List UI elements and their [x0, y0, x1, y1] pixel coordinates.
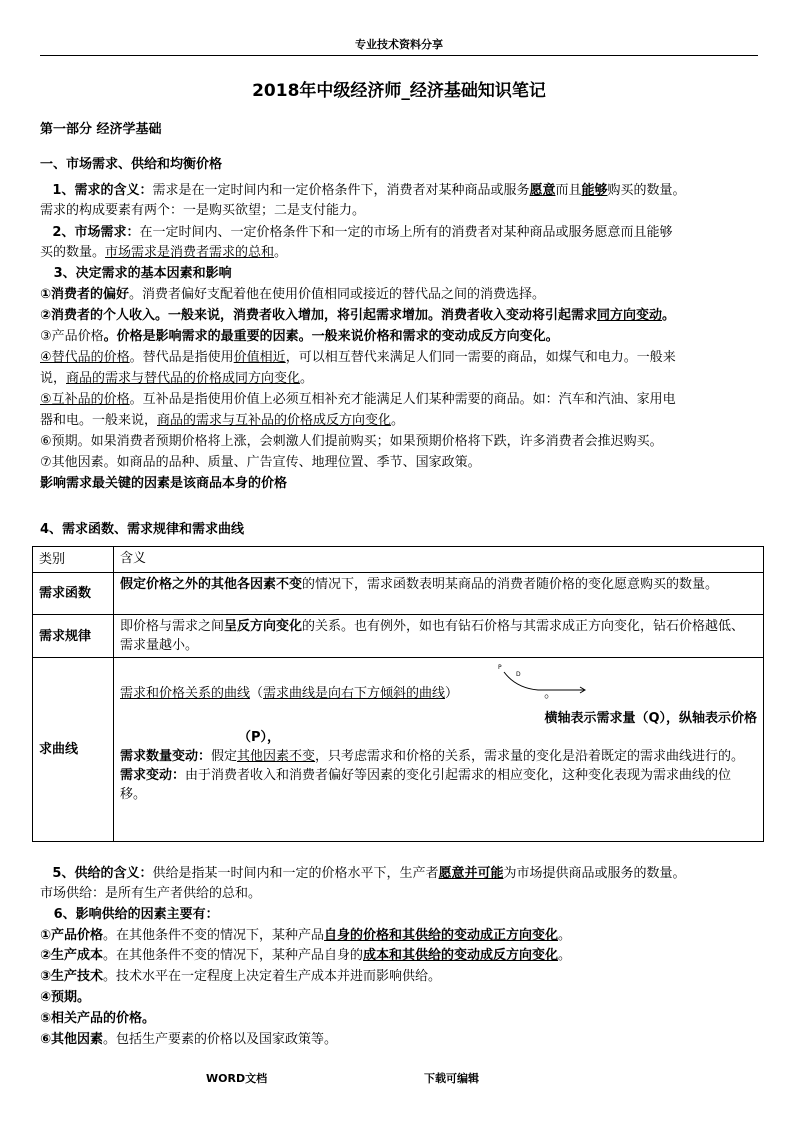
text: 。在其他条件不变的情况下，某种产品 [103, 928, 325, 943]
footer-left: WORD文档 [206, 1072, 268, 1085]
key-factor-note: 影响需求最关键的因素是该商品本身的价格 [40, 476, 288, 491]
text: 。在其他条件不变的情况下，某种产品自身的 [103, 948, 364, 963]
text: 器和电。一般来说， [40, 413, 158, 428]
supply-factor-5 [40, 1009, 758, 1029]
label: ①消费者的偏好 [40, 287, 130, 302]
text: 。 [142, 1011, 156, 1026]
text: 即价格与需求之间 [120, 619, 225, 634]
text: 。如商品的品种、质量、广告宣传、地理位置、季节、国家政策。 [103, 455, 481, 470]
label: ①产品价格 [40, 928, 104, 943]
supply-factor-2 [40, 946, 758, 966]
text: 。价格是影响需求的最重要的因素。一般来说价格和需求的变动成反方向变化。 [103, 329, 559, 344]
text: 的关系。也有例外，如也有钻石价格与其需求成正方向变化，钻石价格越低、需求量越小。 [120, 619, 745, 653]
supply-factor-1 [40, 926, 758, 946]
text: 。包括生产要素的价格以及国家政策等。 [103, 1032, 338, 1047]
text: 。消费者偏好支配着他在使用价值相同或接近的替代品之间的消费选择。 [129, 287, 546, 302]
quantity-change [120, 747, 757, 766]
table-row [33, 547, 764, 573]
document-title: 2018年中级经济师_经济基础知识笔记 [252, 81, 546, 101]
text: 。 [391, 413, 405, 428]
label: ⑥其他因素 [40, 1032, 104, 1047]
text: 由于消费者收入和消费者偏好等因素的变化引起需求的相应变化，这种变化表现为需求曲线的位移。 [120, 768, 732, 802]
underlined-text: 商品的需求与互补品的价格成反方向变化 [157, 413, 392, 428]
text: 。 [274, 245, 288, 260]
paragraph-line [40, 369, 758, 389]
text: 的情况下，需求函数表明某商品的消费者随价格的变化愿意购买的数量。 [302, 577, 719, 592]
page-header: 专业技术资料分享 [355, 38, 443, 51]
underlined-text: 市场需求是消费者需求的总和 [105, 245, 275, 260]
label: ③产品价格 [40, 329, 104, 344]
underlined-text: 需求和价格关系的曲线 [120, 686, 251, 701]
text: 。一般来说，消费者收入增加，将引起需求增加。消费者收入变动将引起需求 [155, 308, 598, 323]
text: 。 [300, 371, 314, 386]
subheading-supply-factors [40, 905, 758, 925]
text: 。如果消费者预期价格将上涨，会刺激人们提前购买；如果预期价格将下跌，许多消费者会推迟购买。 [77, 434, 663, 449]
label: ④替代品的价格 [40, 350, 130, 365]
label: ⑤相关产品的价格 [40, 1011, 143, 1026]
factor-5 [40, 390, 758, 410]
part-heading: 第一部分 经济学基础 [40, 122, 162, 137]
label: ②生产成本 [40, 948, 104, 963]
paragraph-demand-definition [40, 181, 758, 201]
curve-description [120, 684, 757, 703]
text: 。 [662, 308, 676, 323]
text: ） [445, 686, 459, 701]
text: 为市场提供商品或服务的数量。 [503, 866, 686, 881]
svg-text:P: P [498, 664, 502, 671]
table-row [33, 573, 764, 615]
paragraph-line [40, 411, 758, 431]
text: 在一定时间内、一定价格条件下和一定的市场上所有的消费者对某种商品或服务愿意而且能够 [139, 225, 673, 240]
label: 5、供给的含义： [52, 866, 153, 881]
underlined-text: 同方向变动 [597, 308, 663, 323]
text: ，可以相互替代来满足人们同一需要的商品，如煤气和电力。一般来 [285, 350, 676, 365]
text: 假定 [211, 749, 238, 764]
paragraph-line: 市场供给：是所有生产者供给的总和。 [40, 886, 262, 901]
demand-curve-icon [498, 660, 588, 700]
text: 供给是指某一时间内和一定的价格水平下，生产者 [152, 866, 439, 881]
text: 。 [544, 686, 558, 701]
table-header-cell: 含义 [114, 547, 764, 573]
supply-factor-3 [40, 967, 758, 987]
table-header-cell: 类别 [33, 547, 114, 573]
label: ⑤互补品的价格 [40, 392, 130, 407]
factor-4 [40, 348, 758, 368]
table-cell-meaning [114, 658, 764, 842]
text: （ [250, 686, 264, 701]
label: ⑦其他因素 [40, 455, 104, 470]
text: 需求是在一定时间内和一定价格条件下，消费者对某种商品或服务 [152, 183, 530, 198]
text: 。互补品是指使用价值上必须互相补充才能满足人们某种需要的商品。如：汽车和汽油、家用电 [129, 392, 676, 407]
label: ④预期 [40, 990, 78, 1005]
table-row [33, 615, 764, 658]
factor-2 [40, 306, 758, 326]
text: 买的数量。 [40, 245, 106, 260]
underlined-text: 其他因素不变 [237, 749, 316, 764]
footer-right: 下载可编辑 [424, 1072, 479, 1085]
text: 。 [77, 990, 91, 1005]
label: 2、市场需求： [52, 225, 140, 240]
table-cell-category: 需求规律 [33, 615, 114, 658]
emphasis: 能够 [581, 183, 608, 198]
axis-description: 横轴表示需求量（Q），纵轴表示价格 [544, 711, 757, 726]
underlined-text: 需求曲线是向右下方倾斜的曲线 [263, 686, 446, 701]
label: 3、决定需求的基本因素和影响 [53, 266, 232, 281]
section-heading: 一、市场需求、供给和均衡价格 [40, 157, 223, 172]
demand-change [120, 766, 757, 804]
table-cell-category: 求曲线 [33, 658, 114, 842]
underlined-text: 成本和其供给的变动成反方向变化 [363, 948, 559, 963]
table-cell-meaning [114, 615, 764, 658]
table-cell-meaning [114, 573, 764, 615]
text: 。替代品是指使用 [129, 350, 234, 365]
paragraph-line [40, 243, 758, 263]
factor-1 [40, 285, 758, 305]
label: ③生产技术 [40, 969, 104, 984]
underlined-text: 商品的需求与替代品的价格成同方向变化 [66, 371, 301, 386]
axis-description: （P）， [238, 730, 281, 745]
factor-3 [40, 327, 758, 347]
paragraph-supply-definition [40, 864, 758, 884]
subheading-demand-function: 4、需求函数、需求规律和需求曲线 [40, 522, 245, 537]
subheading-factors [40, 264, 758, 284]
emphasis: 愿意 [529, 183, 556, 198]
text: 。 [558, 948, 572, 963]
emphasis: 愿意并可能 [438, 866, 504, 881]
demand-table [32, 546, 764, 842]
svg-text:D: D [516, 671, 521, 678]
label: ②消费者的个人收入 [40, 308, 156, 323]
label: ⑥预期 [40, 434, 78, 449]
label: 1、需求的含义： [52, 183, 153, 198]
table-cell-category: 需求函数 [33, 573, 114, 615]
paragraph-market-demand [40, 223, 758, 243]
factor-7 [40, 453, 758, 473]
table-row [33, 658, 764, 842]
text: 说， [40, 371, 67, 386]
emphasis: 呈反方向变化 [224, 619, 303, 634]
supply-factor-6 [40, 1030, 758, 1050]
label: 需求变动： [120, 768, 186, 783]
header-divider [40, 55, 758, 56]
label: 6、影响供给的因素主要有： [53, 907, 219, 922]
paragraph-line: 需求的构成要素有两个：一是购买欲望；二是支付能力。 [40, 203, 366, 218]
label: 需求数量变动： [120, 749, 212, 764]
text: 。 [558, 928, 572, 943]
factor-6 [40, 432, 758, 452]
text: 。技术水平在一定程度上决定着生产成本并进而影响供给。 [103, 969, 442, 984]
underlined-text: 价值相近 [233, 350, 286, 365]
emphasis: 假定价格之外的其他各因素不变 [120, 577, 303, 592]
text: 购买的数量。 [607, 183, 686, 198]
text: ，只考虑需求和价格的关系，需求量的变化是沿着既定的需求曲线进行的。 [315, 749, 745, 764]
text: 而且 [555, 183, 582, 198]
underlined-text: 自身的价格和其供给的变动成正方向变化 [324, 928, 559, 943]
supply-factor-4 [40, 988, 758, 1008]
